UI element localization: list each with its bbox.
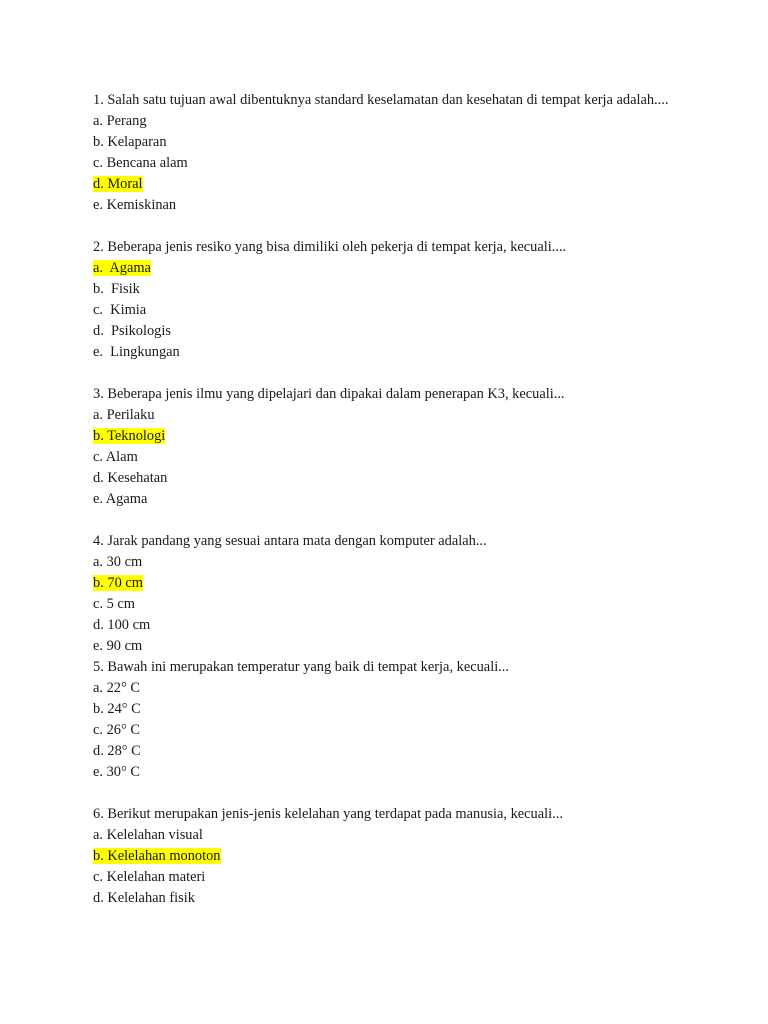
question-block-5 bbox=[93, 657, 693, 783]
option-item: c. Alam bbox=[93, 449, 138, 465]
highlighted-answer: b. Teknologi bbox=[93, 428, 166, 444]
highlighted-answer: d. Moral bbox=[93, 176, 143, 192]
option-item: a. 22° C bbox=[93, 680, 140, 696]
option-item: e. Agama bbox=[93, 491, 148, 507]
option-item: c. 26° C bbox=[93, 722, 140, 738]
highlighted-answer: b. Kelelahan monoton bbox=[93, 848, 221, 864]
option-item: a. Perilaku bbox=[93, 407, 155, 423]
option-item: c. Kimia bbox=[93, 302, 147, 318]
question-text: 6. Berikut merupakan jenis-jenis kelelahan yang terdapat pada manusia, kecuali... bbox=[93, 806, 563, 822]
option-item: e. 90 cm bbox=[93, 638, 143, 654]
option-item: d. 28° C bbox=[93, 743, 141, 759]
question-block-3 bbox=[93, 384, 693, 510]
option-item: e. Kemiskinan bbox=[93, 197, 177, 213]
question-block-4 bbox=[93, 531, 693, 657]
option-item: e. Lingkungan bbox=[93, 344, 180, 360]
question-text: 3. Beberapa jenis ilmu yang dipelajari dan dipakai dalam penerapan K3, kecuali... bbox=[93, 386, 565, 402]
option-item: a. Kelelahan visual bbox=[93, 827, 203, 843]
question-block-1 bbox=[93, 90, 693, 216]
question-block-6 bbox=[93, 804, 693, 909]
option-item: d. Kelelahan fisik bbox=[93, 890, 195, 906]
option-item: d. Kesehatan bbox=[93, 470, 168, 486]
option-item: c. Kelelahan materi bbox=[93, 869, 206, 885]
option-item: b. 24° C bbox=[93, 701, 141, 717]
option-item: d. Psikologis bbox=[93, 323, 171, 339]
option-item: a. 30 cm bbox=[93, 554, 143, 570]
option-item: a. Perang bbox=[93, 113, 147, 129]
question-text: 1. Salah satu tujuan awal dibentuknya standard keselamatan dan kesehatan di tempat kerja adalah.... bbox=[93, 92, 669, 108]
question-text: 5. Bawah ini merupakan temperatur yang baik di tempat kerja, kecuali... bbox=[93, 659, 509, 675]
option-item: d. 100 cm bbox=[93, 617, 151, 633]
option-item: c. 5 cm bbox=[93, 596, 135, 612]
highlighted-answer: b. 70 cm bbox=[93, 575, 143, 591]
quiz-content bbox=[93, 90, 693, 909]
highlighted-answer: a. Agama bbox=[93, 260, 151, 276]
option-item: e. 30° C bbox=[93, 764, 140, 780]
option-item: b. Kelaparan bbox=[93, 134, 167, 150]
question-block-2 bbox=[93, 237, 693, 363]
question-text: 2. Beberapa jenis resiko yang bisa dimiliki oleh pekerja di tempat kerja, kecuali.... bbox=[93, 239, 567, 255]
option-item: c. Bencana alam bbox=[93, 155, 188, 171]
question-text: 4. Jarak pandang yang sesuai antara mata dengan komputer adalah... bbox=[93, 533, 487, 549]
option-item: b. Fisik bbox=[93, 281, 140, 297]
